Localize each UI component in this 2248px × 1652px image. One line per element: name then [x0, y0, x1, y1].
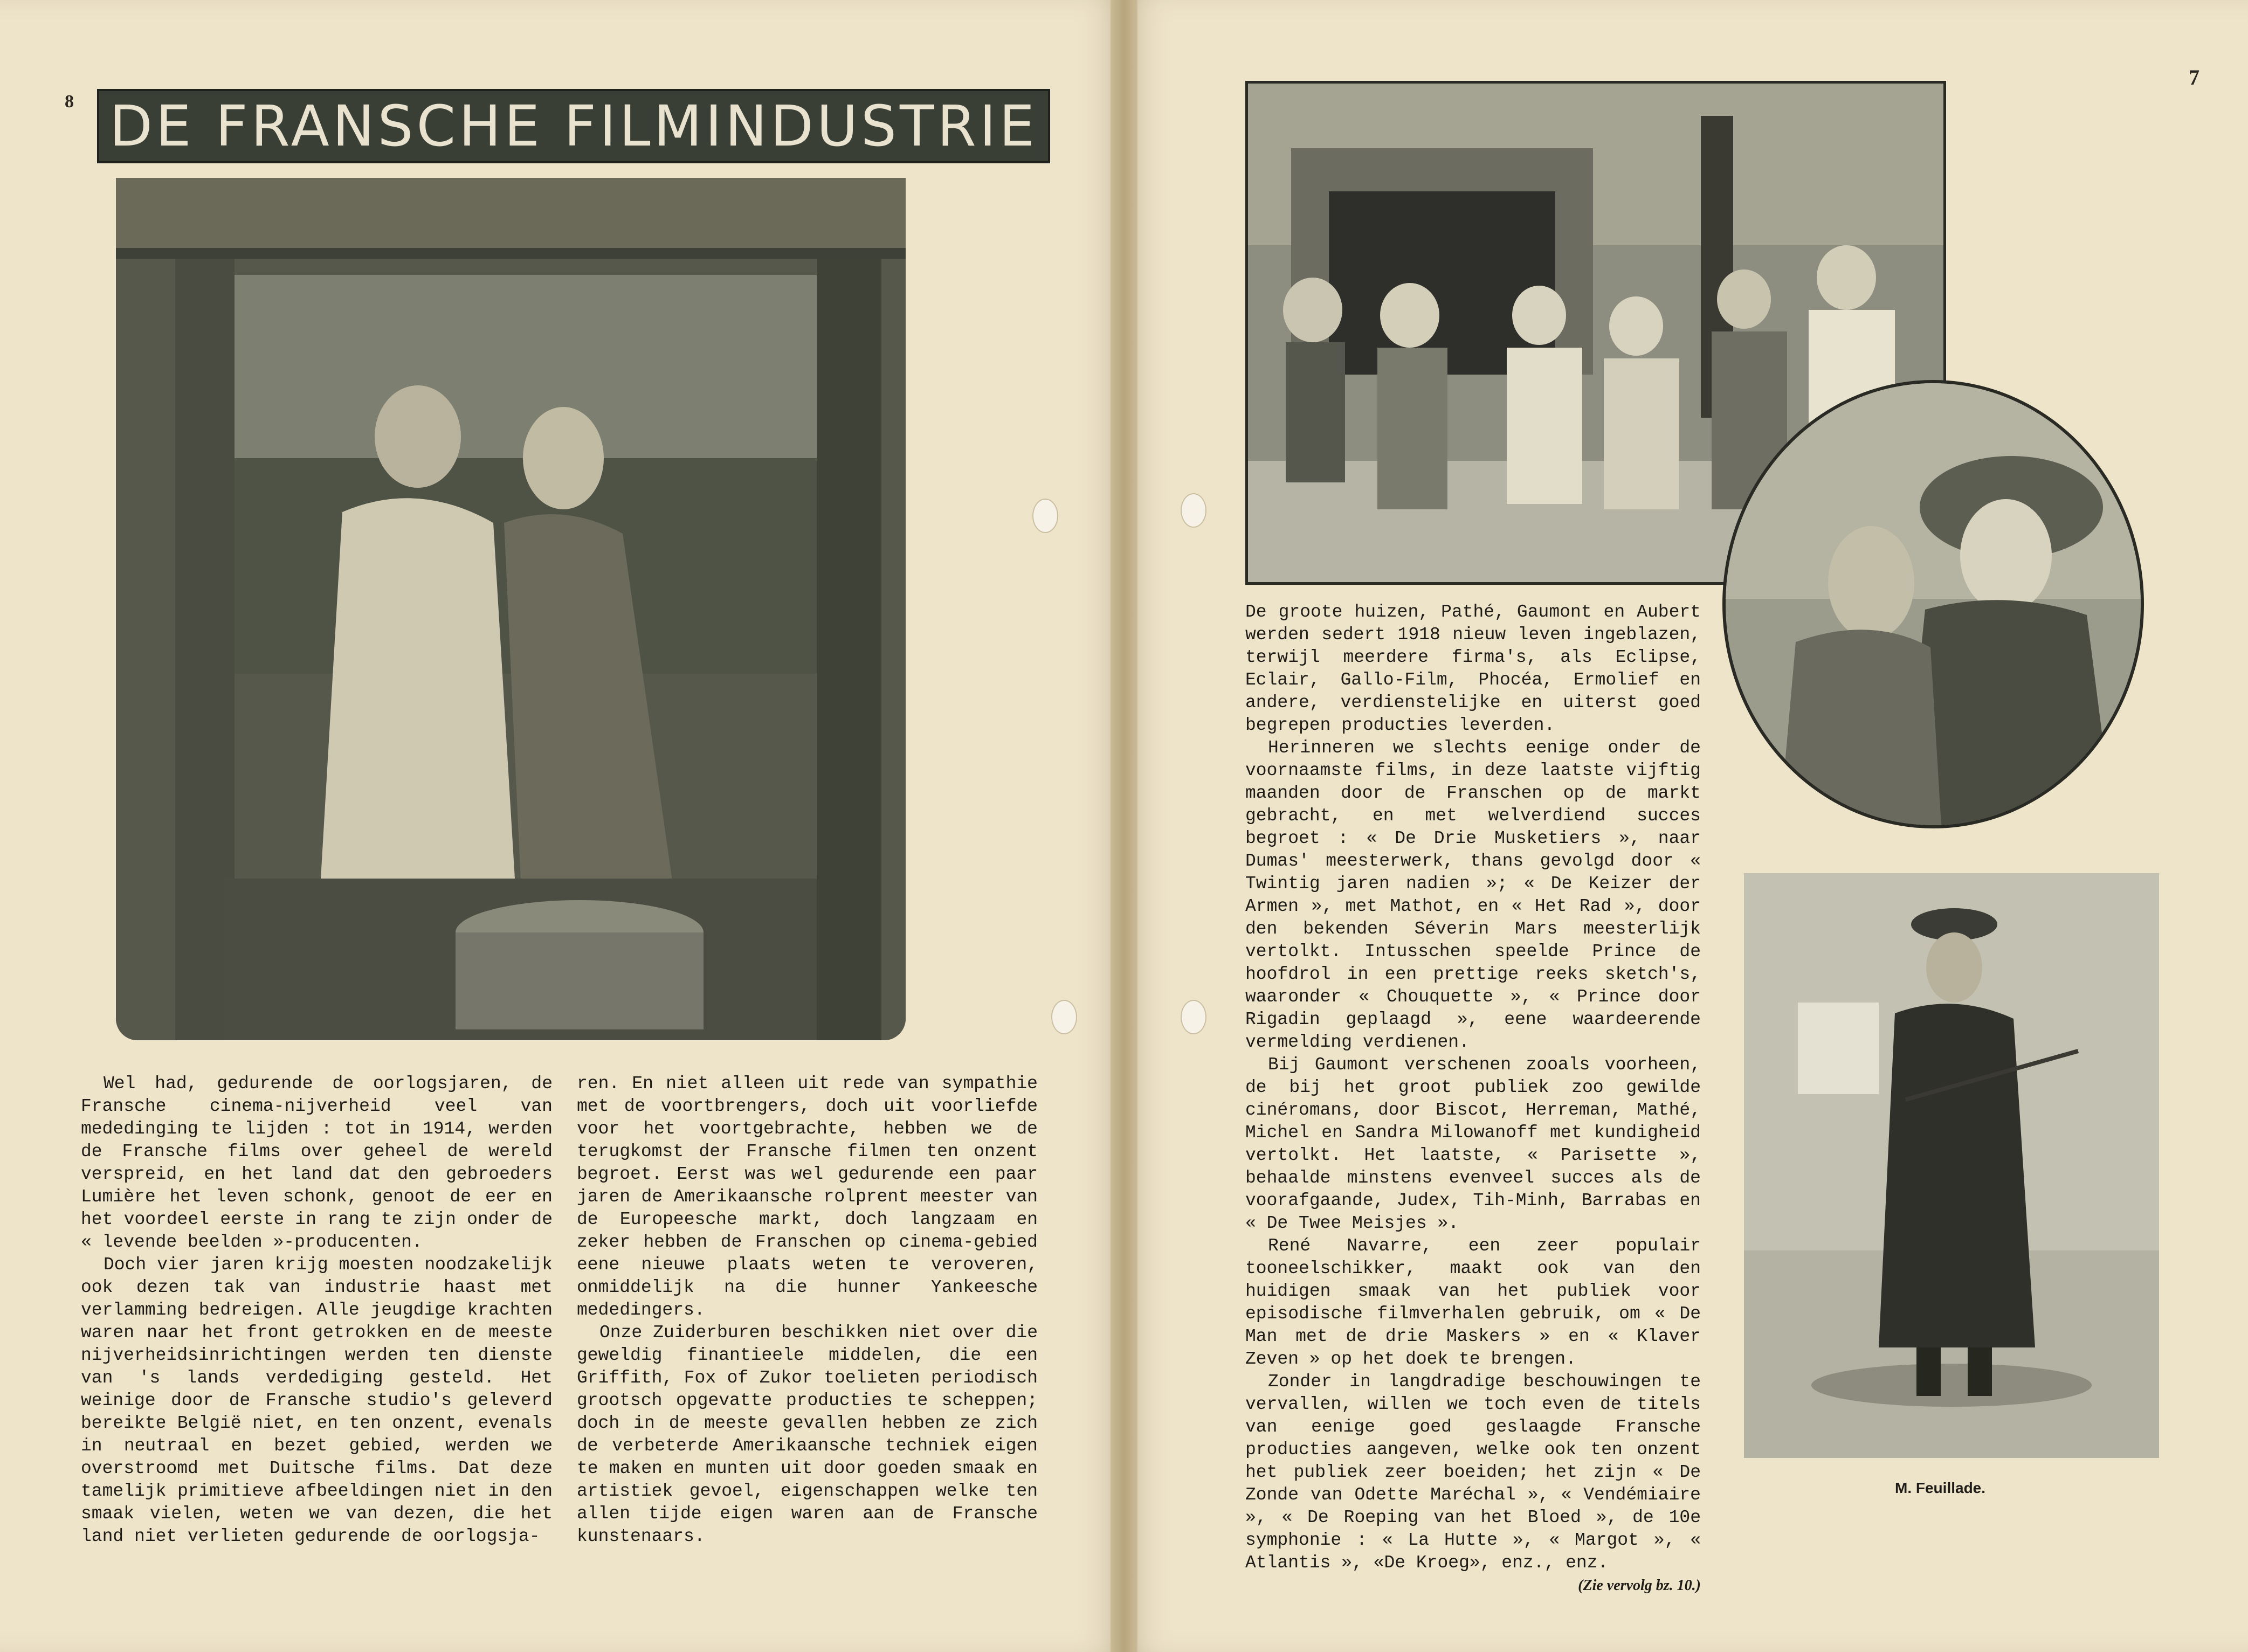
paragraph: De groote huizen, Pathé, Gaumont en Aubert werden sedert 1918 nieuw leven ingeblazen, terwijl meerdere firma's, als Eclipse, Eclair, Gallo-Film, Phocéa, Ermolief en andere, verdienstelijke en uiterst goed begrepen producties leverden.	[1245, 602, 1701, 735]
paragraph: René Navarre, een zeer populair tooneelschikker, maakt ook van den huidigen smaak van het publiek voor episodische filmverhalen gebruik, om « De Man met de drie Maskers » en « Klaver Zeven » op het doek te brengen.	[1245, 1236, 1701, 1369]
photo-caption-feuillade: M. Feuillade.	[1895, 1480, 1986, 1496]
page-number-right: 7	[2189, 65, 2199, 89]
page-gutter	[1111, 0, 1137, 1652]
paragraph: Bij Gaumont verschenen zooals voorheen, de bij het groot publiek zoo gewilde cinéromans, door Biscot, Herreman, Mathé, Michel en Sandra Milowanoff met kundigheid vertolkt. Het laatste, « Parisette », behaalde minstens evenveel succes als de voorafgaande, Judex, Tih-Minh, Barrabas en « De Twee Meisjes ».	[1245, 1055, 1701, 1233]
paragraph: ren. En niet alleen uit rede van sympathie met de voortbrengers, doch uit voorliefde voor het voortgebrachte, hebben we de terugkomst der Fransche filmen ten onzent begroet. Eerst was wel gedurende een paar jaren de Amerikaansche rolprent meester van de Europeesche markt, doch langzaam en zeker hebben de Franschen op cinema-gebied eene nieuwe plaats weten te veroveren, onmiddelijk na die hunner Yankeesche mededingers.	[577, 1074, 1038, 1320]
article-title-banner	[97, 89, 1050, 163]
page-number-left: 8	[65, 92, 74, 112]
paragraph: Herinneren we slechts eenige onder de voornaamste films, in deze laatste vijftig maanden door de Franschen op de markt gebracht, en met welverdiend succes begroet : « De Drie Musketiers », naar Dumas' meesterwerk, thans gevolgd door « Twintig jaren nadien »; « De Keizer der Armen », met Mathot, en « Het Rad », door den bekenden Séverin Mars meesterlijk vertolkt. Intusschen speelde Prince de hoofdrol in een prettige reeks sketch's, waaronder « Chouquette », « Prince door Rigadin geplaagd », eene waardeerende vermelding verdienen.	[1245, 738, 1701, 1052]
left-text-column-1	[81, 1073, 553, 1548]
punch-hole-right-top	[1181, 493, 1206, 528]
punch-hole-left-top	[1032, 499, 1058, 533]
punch-hole-right-bottom	[1181, 1000, 1206, 1034]
article-title: DE FRANSCHE FILMINDUSTRIE	[109, 93, 1038, 159]
paragraph: Zonder in langdradige beschouwingen te vervallen, willen we toch even de titels van eenige goed geslaagde Fransche producties aangeven, welke ook ten onzent het publiek zeer boeiden; het zijn « De Zonde van Odette Maréchal », « Vendémiaire », « De Roeping van het Bloed », de 10e symphonie : « La Hutte », « Margot », « Atlantis », «De Kroeg», enz., enz.	[1245, 1372, 1701, 1573]
punch-hole-left-bottom	[1051, 1000, 1077, 1034]
paragraph: Doch vier jaren krijg moesten noodzakelijk ook dezen tak van industrie haast met verlamming bedreigen. Alle jeugdige krachten waren naar het front getrokken en de meeste nijverheidsinrichtingen werden ten dienste van 's lands verdediging gesteld. Het weinige door de Fransche studio's geleverd bereikte België niet, en ten onzent, evenals in neutraal en bezet gebied, werden we overstroomd met Duitsche films. Dat deze tamelijk primitieve afbeeldingen niet in den smaak vielen, weten we van dezen, die het land niet verlieten gedurende de oorlogsja-	[81, 1255, 553, 1546]
continued-note: (Zie vervolg bz. 10.)	[1578, 1577, 1701, 1594]
paragraph: Wel had, gedurende de oorlogsjaren, de Fransche cinema-nijverheid veel van mededinging te lijden : tot in 1914, werden de Fransche films over geheel de wereld verspreid, en het land dat den gebroeders Lumière het leven schonk, genoot de eer en het voordeel eerste in rang te zijn onder de « levende beelden »-producenten.	[81, 1074, 553, 1252]
left-text-column-2	[577, 1073, 1038, 1548]
right-text-column	[1245, 601, 1701, 1597]
paragraph: Onze Zuiderburen beschikken niet over die geweldig finantieele middelen, die een Griffith, Fox of Zukor toelieten periodisch grootsch opgevatte producties te scheppen; doch in de meeste gevallen hebben ze zich de verbeterde Amerikaansche techniek eigen te maken en munten uit door goeden smaak en artistiek gevoel, eigenschappen welke ten allen tijde eigen waren aan de Fransche kunstenaars.	[577, 1323, 1038, 1546]
photo-two-women-round	[1722, 380, 2144, 828]
photo-couple-at-well	[116, 178, 906, 1040]
photo-m-feuillade	[1744, 873, 2159, 1458]
